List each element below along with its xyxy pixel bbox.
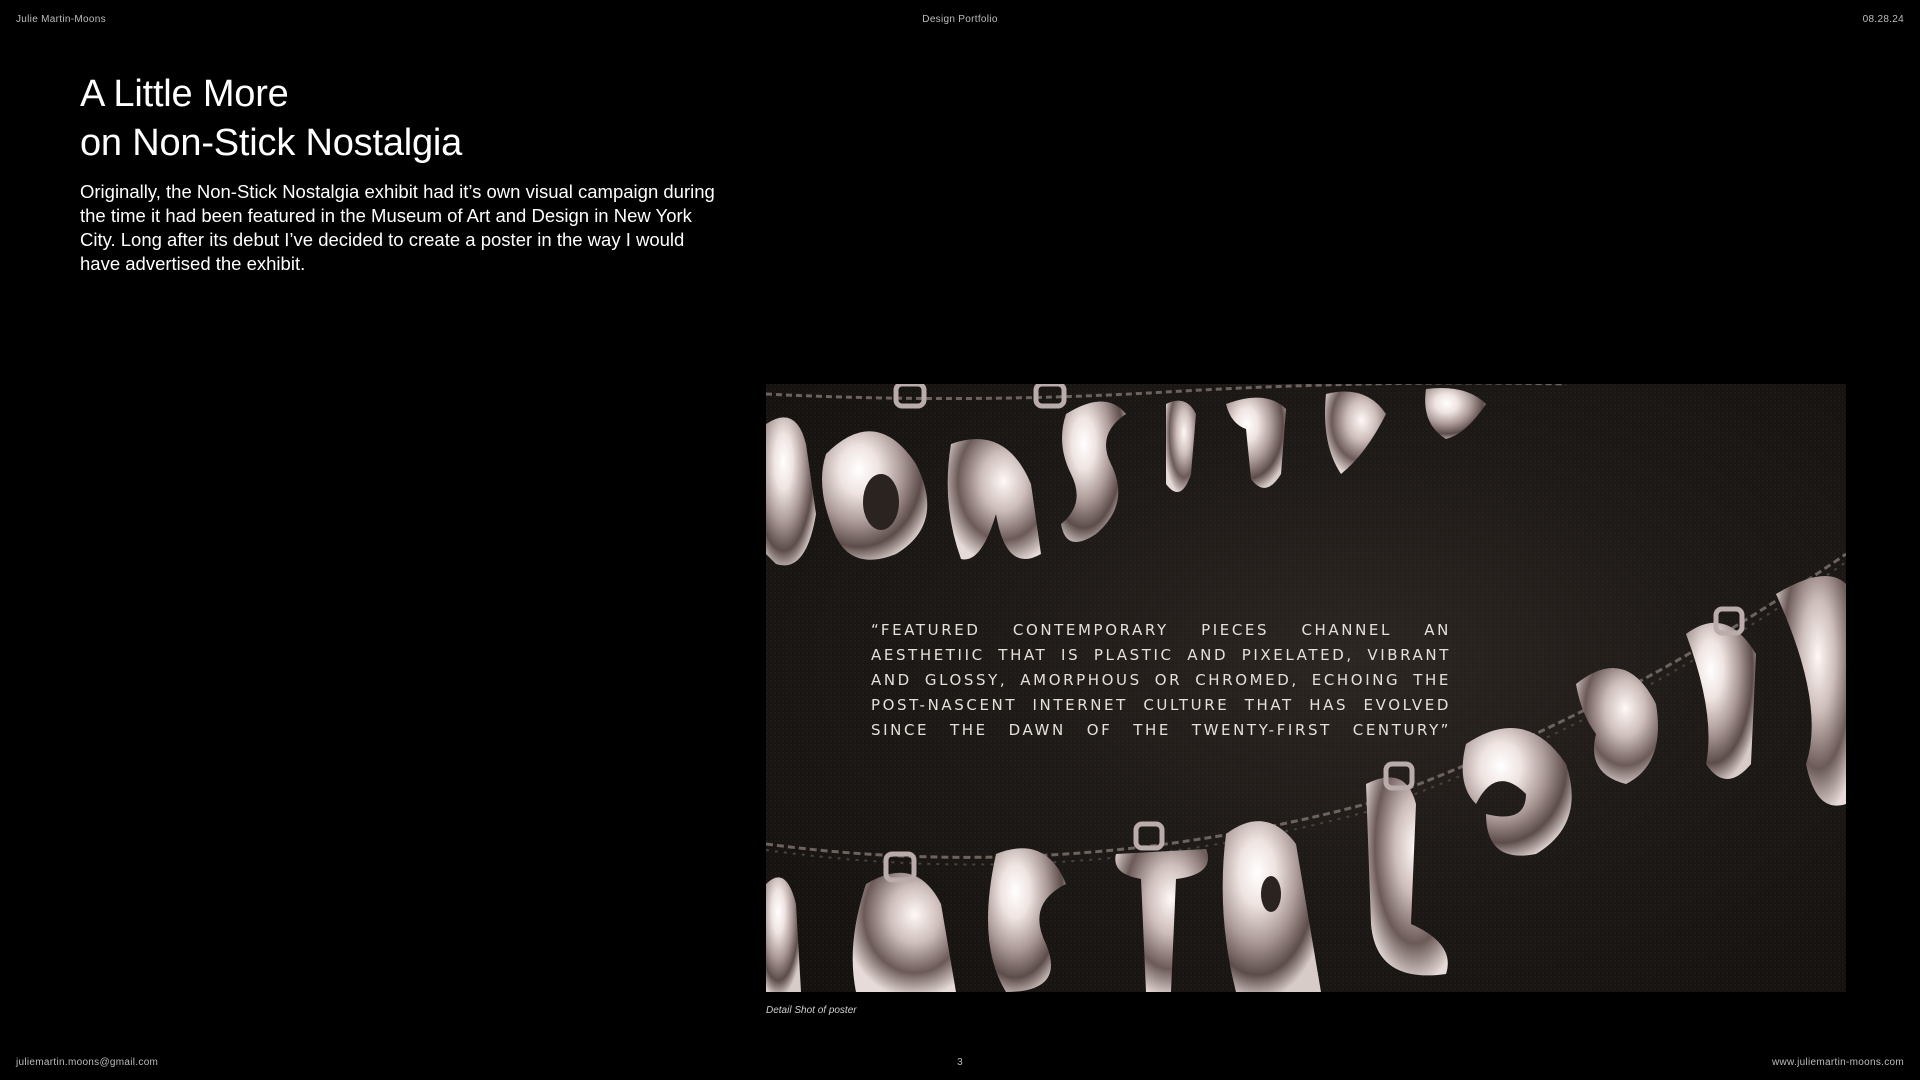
section-label: Design Portfolio	[922, 14, 998, 25]
poster-quote-line-2: AESTHETIIC THAT IS PLASTIC AND PIXELATED, VIBRANT	[871, 646, 1451, 664]
poster-quote-line-1: “FEATURED CONTEMPORARY PIECES CHANNEL AN	[871, 621, 1451, 639]
poster-quote-line-5: SINCE THE DAWN OF THE TWENTY-FIRST CENTURY”	[871, 721, 1451, 739]
page-title	[80, 70, 462, 168]
page-title-line-1: A Little More	[80, 73, 289, 115]
poster-image	[766, 384, 1846, 992]
date-label: 08.28.24	[1862, 14, 1904, 25]
poster-quote-line-4: POST-NASCENT INTERNET CULTURE THAT HAS EVOLVED	[871, 696, 1451, 714]
email-link[interactable]: juliemartin.moons@gmail.com	[16, 1057, 159, 1068]
author-name: Julie Martin-Moons	[16, 14, 106, 25]
page-number: 3	[957, 1057, 963, 1068]
page-title-line-2: on Non-Stick Nostalgia	[80, 122, 463, 164]
poster-quote	[871, 618, 1451, 743]
website-link[interactable]: www.juliemartin-moons.com	[1772, 1057, 1904, 1068]
body-paragraph: Originally, the Non-Stick Nostalgia exhibit had it’s own visual campaign during the time it had been featured in the Museum of Art and Design in New York City. Long after its debut I’ve decided to create a poster in the way I would have advertised the exhibit.	[80, 181, 715, 274]
poster-quote-line-3: AND GLOSSY, AMORPHOUS OR CHROMED, ECHOING THE	[871, 671, 1451, 689]
poster-caption: Detail Shot of poster	[766, 1005, 857, 1016]
